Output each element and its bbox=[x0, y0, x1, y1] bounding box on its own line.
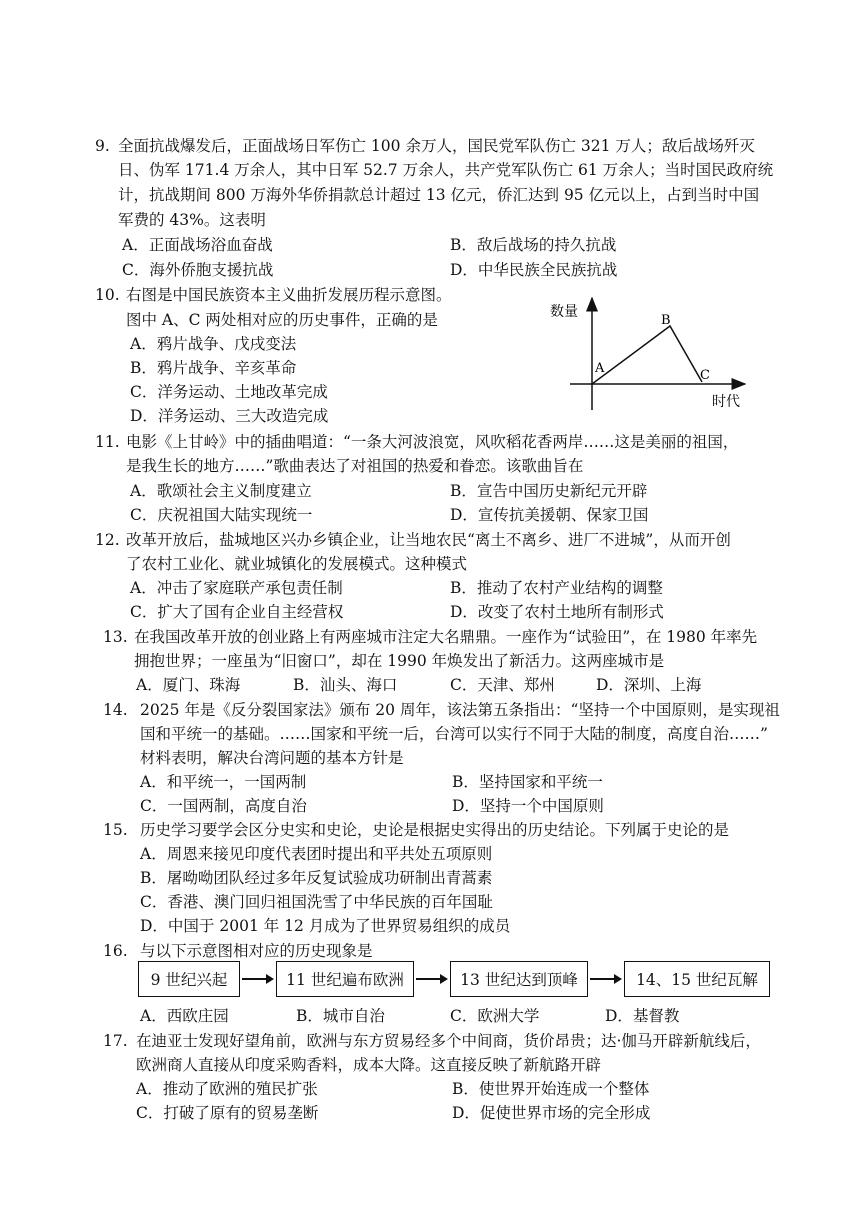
option-c[interactable]: C．洋务运动、土地改革完成 bbox=[130, 383, 328, 401]
question-text-line: 历史学习要学会区分史实和史论，史论是根据史实得出的历史结论。下列属于史论的是 bbox=[140, 821, 730, 839]
question-text-line: 在我国改革开放的创业路上有两座城市注定大名鼎鼎。一座作为“试验田”，在 1980 年率先 bbox=[134, 628, 758, 646]
question-number: 16. bbox=[103, 942, 128, 960]
capitalism-development-diagram bbox=[540, 290, 760, 420]
flow-step-4: 14、15 世纪瓦解 bbox=[624, 961, 770, 997]
option-d[interactable]: D．深圳、上海 bbox=[596, 676, 702, 694]
question-number: 10. bbox=[95, 286, 120, 304]
question-number: 14. bbox=[103, 701, 128, 719]
question-text-line: 军费的 43%。这表明 bbox=[118, 211, 266, 229]
x-axis-label: 时代 bbox=[712, 394, 740, 410]
option-b[interactable]: B．宣告中国历史新纪元开辟 bbox=[450, 482, 648, 500]
question-number: 9. bbox=[95, 137, 110, 155]
option-c[interactable]: C．一国两制，高度自治 bbox=[140, 797, 307, 815]
option-c[interactable]: C．扩大了国有企业自主经营权 bbox=[130, 603, 344, 621]
y-axis-label: 数量 bbox=[550, 304, 578, 320]
option-d[interactable]: D．促使世界市场的完全形成 bbox=[452, 1104, 651, 1122]
option-a[interactable]: A．正面战场浴血奋战 bbox=[122, 236, 273, 254]
option-d[interactable]: D．宣传抗美援朝、保家卫国 bbox=[450, 506, 649, 524]
arrow-right-icon bbox=[588, 961, 624, 997]
option-d[interactable]: D．中华民族全民族抗战 bbox=[450, 261, 618, 279]
question-text-line: 电影《上甘岭》中的插曲唱道：“一条大河波浪宽，风吹稻花香两岸……这是美丽的祖国， bbox=[126, 433, 739, 451]
point-label-c: C bbox=[700, 368, 710, 383]
point-label-a: A bbox=[595, 361, 605, 376]
option-d[interactable]: D．洋务运动、三大改造完成 bbox=[130, 407, 329, 425]
option-c[interactable]: C．打破了原有的贸易垄断 bbox=[136, 1104, 319, 1122]
flow-step-2: 11 世纪遍布欧洲 bbox=[276, 961, 414, 997]
option-a[interactable]: A．和平统一，一国两制 bbox=[140, 773, 307, 791]
option-b[interactable]: B．坚持国家和平统一 bbox=[452, 773, 603, 791]
question-text-line: 图中 A、C 两处相对应的历史事件，正确的是 bbox=[126, 311, 438, 329]
option-a[interactable]: A．鸦片战争、戊戌变法 bbox=[130, 335, 297, 353]
question-number: 12. bbox=[95, 531, 120, 549]
option-a[interactable]: A．推动了欧洲的殖民扩张 bbox=[136, 1080, 318, 1098]
option-c[interactable]: C．欧洲大学 bbox=[450, 1007, 540, 1025]
option-a[interactable]: A．西欧庄园 bbox=[140, 1007, 229, 1025]
question-text-line: 日、伪军 171.4 万余人，其中日军 52.7 万余人，共产党军队伤亡 61 万余人；当时国民政府统 bbox=[118, 161, 774, 179]
option-d[interactable]: D．改变了农村土地所有制形式 bbox=[450, 603, 664, 621]
option-b[interactable]: B．屠呦呦团队经过多年反复试验成功研制出青蒿素 bbox=[140, 869, 493, 887]
option-b[interactable]: B．鸦片战争、辛亥革命 bbox=[130, 359, 297, 377]
question-text-line: 是我生长的地方……”歌曲表达了对祖国的热爱和眷恋。该歌曲旨在 bbox=[126, 457, 584, 475]
question-text-line: 拥抱世界；一座虽为“旧窗口”，却在 1990 年焕发出了新活力。这两座城市是 bbox=[134, 652, 665, 670]
option-c[interactable]: C．海外侨胞支援抗战 bbox=[122, 261, 274, 279]
option-c[interactable]: C．天津、郑州 bbox=[450, 676, 555, 694]
question-text-line: 2025 年是《反分裂国家法》颁布 20 周年，该法第五条指出：“坚持一个中国原则，是实现祖 bbox=[140, 701, 780, 719]
question-number: 13. bbox=[103, 628, 128, 646]
option-a[interactable]: A．歌颂社会主义制度建立 bbox=[130, 482, 312, 500]
option-a[interactable]: A．冲击了家庭联产承包责任制 bbox=[130, 579, 343, 597]
option-b[interactable]: B．汕头、海口 bbox=[293, 676, 398, 694]
option-c[interactable]: C．香港、澳门回归祖国洗雪了中华民族的百年国耻 bbox=[140, 893, 493, 911]
question-number: 17. bbox=[103, 1032, 128, 1050]
question-text-line: 了农村工业化、就业城镇化的发展模式。这种模式 bbox=[126, 555, 468, 573]
question-text-line: 国和平统一的基础。……国家和平统一后，台湾可以实行不同于大陆的制度，高度自治……” bbox=[140, 725, 768, 743]
flow-step-1: 9 世纪兴起 bbox=[138, 961, 240, 997]
option-b[interactable]: B．使世界开始连成一个整体 bbox=[452, 1080, 650, 1098]
option-b[interactable]: B．推动了农村产业结构的调整 bbox=[450, 579, 663, 597]
arrow-right-icon bbox=[414, 961, 450, 997]
option-d[interactable]: D．坚持一个中国原则 bbox=[452, 797, 604, 815]
question-text-line: 与以下示意图相对应的历史现象是 bbox=[140, 942, 373, 960]
question-text-line: 全面抗战爆发后，正面战场日军伤亡 100 余万人，国民党军队伤亡 321 万人；敌后战场歼灭 bbox=[118, 137, 755, 155]
question-number: 11. bbox=[95, 433, 120, 451]
question-text-line: 右图是中国民族资本主义曲折发展历程示意图。 bbox=[126, 286, 452, 304]
trend-line bbox=[592, 326, 702, 384]
option-b[interactable]: B．敌后战场的持久抗战 bbox=[450, 236, 617, 254]
arrow-right-icon bbox=[240, 961, 276, 997]
question-text-line: 材料表明，解决台湾问题的基本方针是 bbox=[140, 749, 404, 767]
option-a[interactable]: A．周恩来接见印度代表团时提出和平共处五项原则 bbox=[140, 845, 493, 863]
option-d[interactable]: D．中国于 2001 年 12 月成为了世界贸易组织的成员 bbox=[140, 917, 511, 935]
question-text-line: 计，抗战期间 800 万海外华侨捐款总计超过 13 亿元，侨汇达到 95 亿元以上，占到当时中国 bbox=[118, 186, 760, 204]
question-text-line: 在迪亚士发现好望角前，欧洲与东方贸易经多个中间商，货价昂贵；达·伽马开辟新航线后， bbox=[136, 1032, 761, 1050]
option-a[interactable]: A．厦门、珠海 bbox=[136, 676, 241, 694]
option-b[interactable]: B．城市自治 bbox=[296, 1007, 385, 1025]
option-c[interactable]: C．庆祝祖国大陆实现统一 bbox=[130, 506, 313, 524]
question-text-line: 改革开放后，盐城地区兴办乡镇企业，让当地农民“离土不离乡、进厂不进城”，从而开创 bbox=[126, 531, 731, 549]
point-label-b: B bbox=[661, 313, 671, 328]
question-number: 15. bbox=[103, 821, 128, 839]
flow-step-3: 13 世纪达到顶峰 bbox=[450, 961, 588, 997]
question-text-line: 欧洲商人直接从印度采购香料，成本大降。这直接反映了新航路开辟 bbox=[136, 1056, 602, 1074]
option-d[interactable]: D．基督教 bbox=[605, 1007, 680, 1025]
